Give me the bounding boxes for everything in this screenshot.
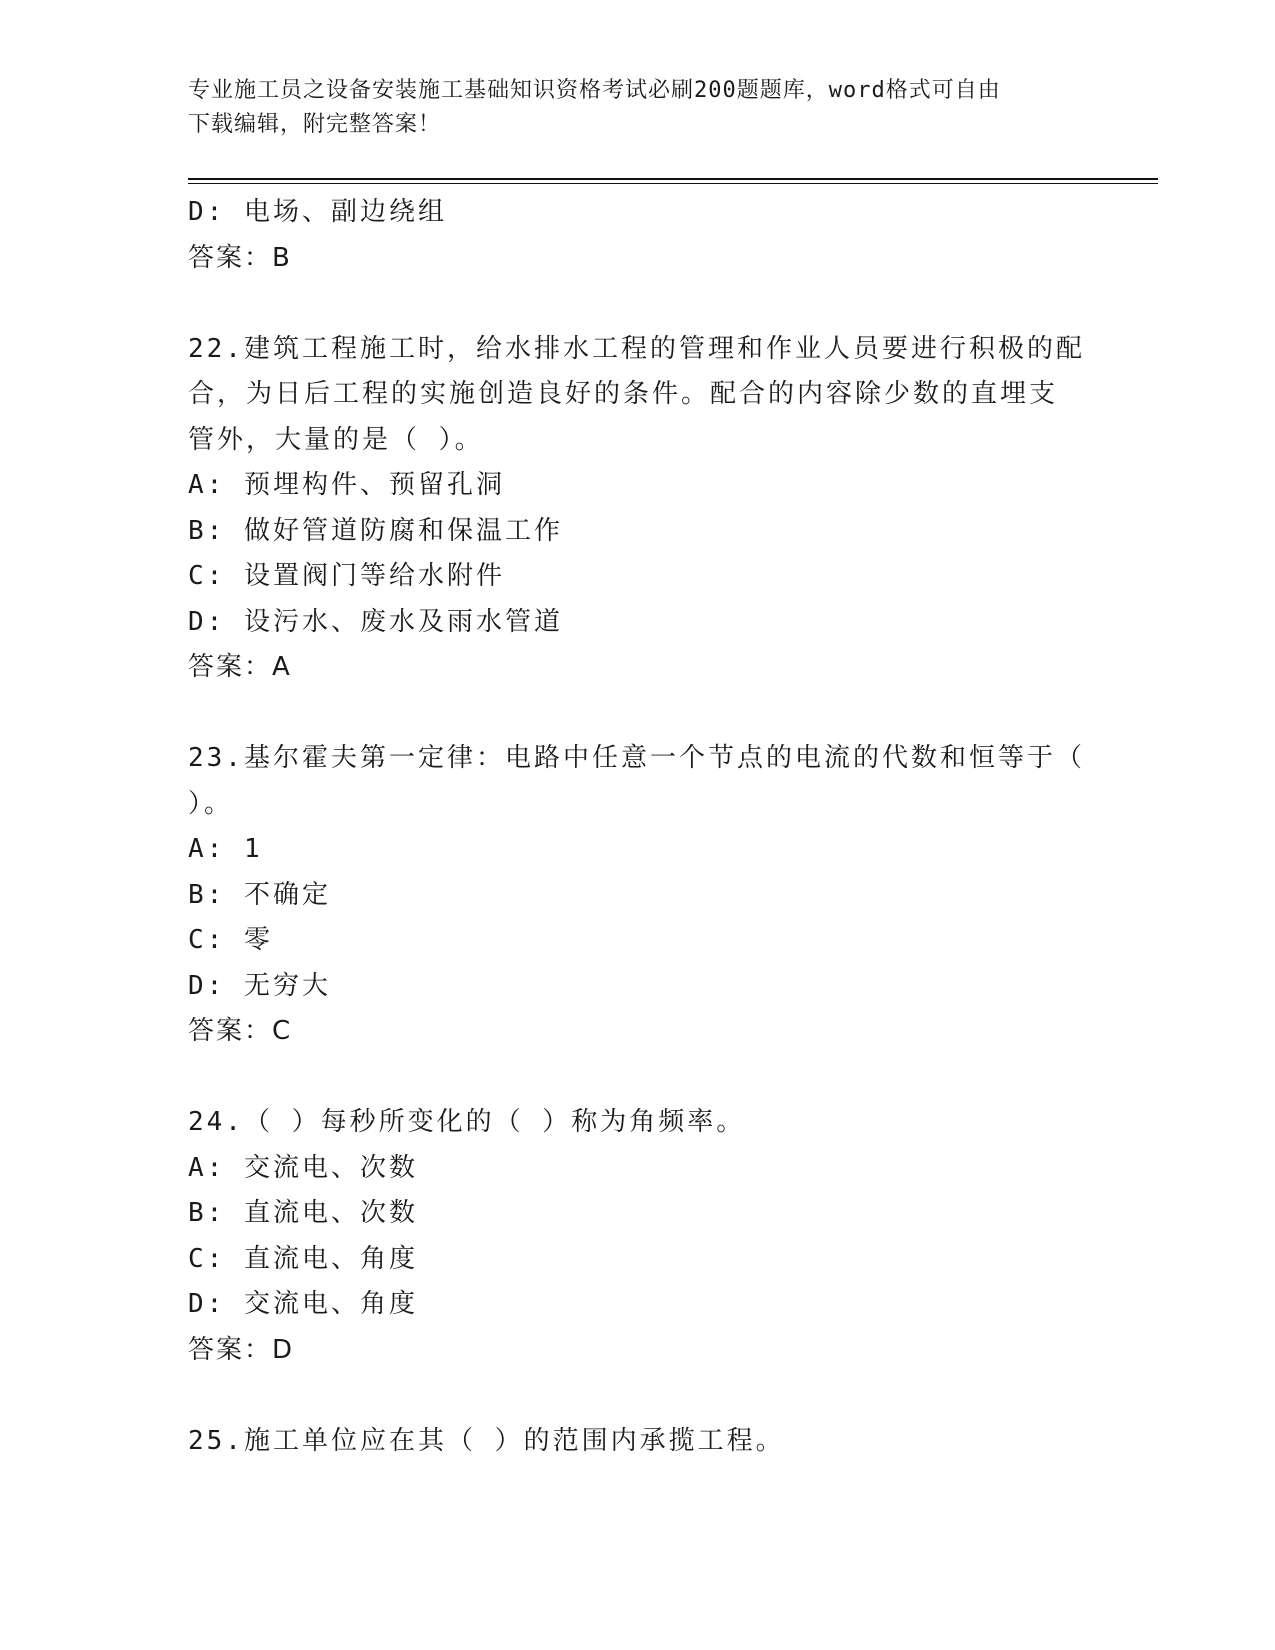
question-24-option-a: A: 交流电、次数 — [188, 1152, 418, 1183]
question-23-option-c: C: 零 — [188, 925, 273, 955]
spacer — [188, 1055, 1088, 1101]
question-22-option-c: C: 设置阀门等给水附件 — [188, 561, 505, 591]
question-25-line-1: 25.施工单位应在其（ ）的范围内承揽工程。 — [188, 1425, 785, 1456]
question-content — [188, 190, 1088, 1464]
prev-option-d: D: 电场、副边绕组 — [188, 197, 447, 227]
question-22-option-a: A: 预埋构件、预留孔洞 — [188, 470, 505, 500]
question-22-answer: 答案：A — [188, 652, 292, 682]
question-22-line-3: 管外，大量的是（ ）。 — [188, 424, 484, 455]
prev-answer: 答案：B — [188, 242, 292, 273]
header-rule-thin — [188, 183, 1158, 184]
question-23 — [188, 736, 1088, 1055]
question-24 — [188, 1100, 1088, 1373]
question-22-line-1: 22.建筑工程施工时，给水排水工程的管理和作业人员要进行积极的配 — [188, 333, 1085, 364]
question-24-answer: 答案：D — [188, 1334, 295, 1365]
spacer — [188, 691, 1088, 737]
question-22 — [188, 327, 1088, 691]
spacer — [188, 281, 1088, 327]
question-23-line-2: ）。 — [188, 788, 234, 819]
question-22-line-2: 合，为日后工程的实施创造良好的条件。配合的内容除少数的直埋支 — [188, 379, 1059, 409]
header-rule-thick — [188, 178, 1158, 180]
question-24-option-b: B: 直流电、次数 — [188, 1198, 418, 1228]
question-23-option-a: A: 1 — [188, 834, 263, 864]
question-23-answer: 答案：C — [188, 1016, 293, 1046]
question-24-option-d: D: 交流电、角度 — [188, 1289, 418, 1319]
page-header — [188, 74, 1088, 142]
question-23-option-d: D: 无穷大 — [188, 970, 331, 1001]
question-23-option-b: B: 不确定 — [188, 879, 331, 910]
header-line-1: 专业施工员之设备安装施工基础知识资格考试必刷200题题库，word格式可自由 — [188, 78, 1001, 103]
question-23-line-1: 23.基尔霍夫第一定律：电路中任意一个节点的电流的代数和恒等于（ — [188, 743, 1085, 773]
question-22-option-d: D: 设污水、废水及雨水管道 — [188, 606, 563, 637]
header-line-2: 下载编辑，附完整答案！ — [188, 112, 442, 137]
question-24-option-c: C: 直流电、角度 — [188, 1243, 418, 1274]
question-25 — [188, 1419, 1088, 1465]
spacer — [188, 1373, 1088, 1419]
question-22-option-b: B: 做好管道防腐和保温工作 — [188, 515, 563, 546]
question-24-line-1: 24.（ ）每秒所变化的（ ）称为角频率。 — [188, 1107, 746, 1137]
